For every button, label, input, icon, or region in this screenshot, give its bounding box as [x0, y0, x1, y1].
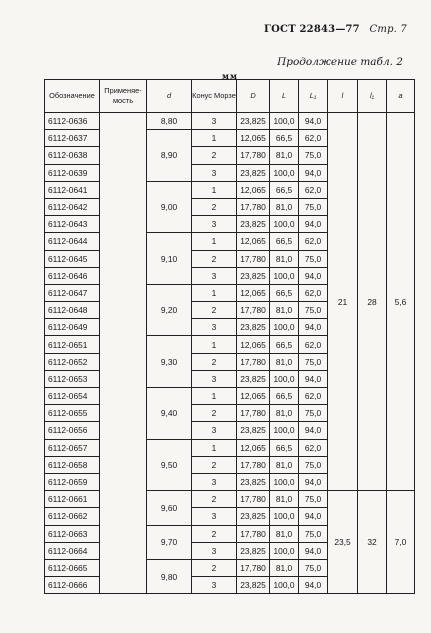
designation-cell: 6112-0645 — [45, 250, 100, 267]
L1-cell: 75,0 — [299, 456, 328, 473]
L1-cell: 62,0 — [299, 233, 328, 250]
D-cell: 23,825 — [237, 113, 270, 130]
col-header-L1: L₁ — [299, 80, 328, 113]
col-header-applicability: Применяе-мость — [100, 80, 147, 113]
L-cell: 66,5 — [270, 130, 299, 147]
D-cell: 17,780 — [237, 456, 270, 473]
applicability-cell — [100, 233, 147, 250]
D-cell: 17,780 — [237, 250, 270, 267]
D-cell: 12,065 — [237, 233, 270, 250]
designation-cell: 6112-0644 — [45, 233, 100, 250]
morse-cone-cell: 3 — [192, 164, 237, 181]
morse-cone-cell: 1 — [192, 233, 237, 250]
designation-cell: 6112-0653 — [45, 370, 100, 387]
morse-cone-cell: 3 — [192, 113, 237, 130]
d-cell: 8,90 — [147, 130, 192, 182]
L-cell: 100,0 — [270, 473, 299, 490]
applicability-cell — [100, 198, 147, 215]
a-cell: 5,6 — [387, 113, 415, 491]
table-row — [45, 491, 415, 508]
col-header-a: a — [387, 80, 415, 113]
applicability-cell — [100, 491, 147, 508]
l-cell: 23,5 — [328, 491, 358, 594]
l-cell: 21 — [328, 113, 358, 491]
morse-cone-cell: 3 — [192, 508, 237, 525]
col-header-l1: l₁ — [358, 80, 387, 113]
l1-cell: 28 — [358, 113, 387, 491]
morse-cone-cell: 1 — [192, 439, 237, 456]
table-continuation-title: Продолжение табл. 2 — [277, 56, 403, 68]
d-cell: 8,80 — [147, 113, 192, 130]
D-cell: 12,065 — [237, 336, 270, 353]
D-cell: 23,825 — [237, 542, 270, 559]
applicability-cell — [100, 130, 147, 147]
designation-cell: 6112-0643 — [45, 216, 100, 233]
designation-cell: 6112-0665 — [45, 559, 100, 576]
L-cell: 66,5 — [270, 233, 299, 250]
D-cell: 17,780 — [237, 525, 270, 542]
D-cell: 23,825 — [237, 267, 270, 284]
D-cell: 23,825 — [237, 216, 270, 233]
designation-cell: 6112-0654 — [45, 388, 100, 405]
applicability-cell — [100, 422, 147, 439]
applicability-cell — [100, 302, 147, 319]
L1-cell: 62,0 — [299, 336, 328, 353]
col-header-morse-cone: Конус Морзе — [192, 80, 237, 113]
L1-cell: 94,0 — [299, 267, 328, 284]
L-cell: 66,5 — [270, 388, 299, 405]
D-cell: 17,780 — [237, 198, 270, 215]
L1-cell: 94,0 — [299, 422, 328, 439]
L1-cell: 75,0 — [299, 353, 328, 370]
L1-cell: 75,0 — [299, 559, 328, 576]
applicability-cell — [100, 508, 147, 525]
units-label: мм — [222, 71, 238, 81]
L1-cell: 94,0 — [299, 370, 328, 387]
applicability-cell — [100, 284, 147, 301]
D-cell: 17,780 — [237, 147, 270, 164]
morse-cone-cell: 2 — [192, 198, 237, 215]
applicability-cell — [100, 542, 147, 559]
morse-cone-cell: 3 — [192, 577, 237, 594]
morse-cone-cell: 1 — [192, 336, 237, 353]
morse-cone-cell: 3 — [192, 319, 237, 336]
morse-cone-cell: 3 — [192, 267, 237, 284]
morse-cone-cell: 2 — [192, 525, 237, 542]
morse-cone-cell: 3 — [192, 542, 237, 559]
L1-cell: 94,0 — [299, 319, 328, 336]
L1-cell: 75,0 — [299, 405, 328, 422]
L1-cell: 75,0 — [299, 198, 328, 215]
col-header-l: l — [328, 80, 358, 113]
designation-cell: 6112-0639 — [45, 164, 100, 181]
morse-cone-cell: 2 — [192, 250, 237, 267]
col-header-d: d — [147, 80, 192, 113]
applicability-cell — [100, 353, 147, 370]
applicability-cell — [100, 405, 147, 422]
applicability-cell — [100, 319, 147, 336]
morse-cone-cell: 2 — [192, 353, 237, 370]
L-cell: 81,0 — [270, 250, 299, 267]
applicability-cell — [100, 113, 147, 130]
D-cell: 12,065 — [237, 181, 270, 198]
L-cell: 100,0 — [270, 113, 299, 130]
L-cell: 66,5 — [270, 439, 299, 456]
morse-cone-cell: 3 — [192, 216, 237, 233]
designation-cell: 6112-0659 — [45, 473, 100, 490]
L1-cell: 75,0 — [299, 302, 328, 319]
designation-cell: 6112-0636 — [45, 113, 100, 130]
L1-cell: 94,0 — [299, 164, 328, 181]
applicability-cell — [100, 181, 147, 198]
L-cell: 66,5 — [270, 284, 299, 301]
D-cell: 23,825 — [237, 473, 270, 490]
designation-cell: 6112-0666 — [45, 577, 100, 594]
header-row — [45, 80, 415, 113]
col-header-designation: Обозначение — [45, 80, 100, 113]
d-cell: 9,60 — [147, 491, 192, 525]
d-cell: 9,00 — [147, 181, 192, 233]
morse-cone-cell: 2 — [192, 405, 237, 422]
designation-cell: 6112-0658 — [45, 456, 100, 473]
designation-cell: 6112-0652 — [45, 353, 100, 370]
designation-cell: 6112-0649 — [45, 319, 100, 336]
designation-cell: 6112-0655 — [45, 405, 100, 422]
D-cell: 17,780 — [237, 405, 270, 422]
L1-cell: 94,0 — [299, 542, 328, 559]
D-cell: 23,825 — [237, 319, 270, 336]
D-cell: 12,065 — [237, 439, 270, 456]
applicability-cell — [100, 525, 147, 542]
L-cell: 100,0 — [270, 164, 299, 181]
L-cell: 100,0 — [270, 508, 299, 525]
applicability-cell — [100, 388, 147, 405]
designation-cell: 6112-0656 — [45, 422, 100, 439]
D-cell: 17,780 — [237, 491, 270, 508]
L-cell: 81,0 — [270, 302, 299, 319]
l1-cell: 32 — [358, 491, 387, 594]
designation-cell: 6112-0646 — [45, 267, 100, 284]
morse-cone-cell: 3 — [192, 370, 237, 387]
D-cell: 12,065 — [237, 388, 270, 405]
page-header — [264, 24, 407, 35]
D-cell: 17,780 — [237, 559, 270, 576]
D-cell: 23,825 — [237, 370, 270, 387]
L1-cell: 94,0 — [299, 577, 328, 594]
L1-cell: 62,0 — [299, 181, 328, 198]
D-cell: 17,780 — [237, 302, 270, 319]
L-cell: 81,0 — [270, 405, 299, 422]
L-cell: 81,0 — [270, 525, 299, 542]
L1-cell: 62,0 — [299, 284, 328, 301]
morse-cone-cell: 1 — [192, 388, 237, 405]
a-cell: 7,0 — [387, 491, 415, 594]
L-cell: 66,5 — [270, 336, 299, 353]
L-cell: 81,0 — [270, 491, 299, 508]
L1-cell: 62,0 — [299, 439, 328, 456]
L-cell: 100,0 — [270, 542, 299, 559]
d-cell: 9,40 — [147, 388, 192, 440]
D-cell: 12,065 — [237, 130, 270, 147]
d-cell: 9,10 — [147, 233, 192, 285]
L1-cell: 75,0 — [299, 147, 328, 164]
designation-cell: 6112-0664 — [45, 542, 100, 559]
applicability-cell — [100, 559, 147, 576]
designation-cell: 6112-0661 — [45, 491, 100, 508]
morse-cone-cell: 3 — [192, 473, 237, 490]
morse-cone-cell: 1 — [192, 284, 237, 301]
L-cell: 100,0 — [270, 370, 299, 387]
D-cell: 23,825 — [237, 422, 270, 439]
L-cell: 81,0 — [270, 456, 299, 473]
morse-cone-cell: 2 — [192, 302, 237, 319]
applicability-cell — [100, 439, 147, 456]
morse-cone-cell: 1 — [192, 181, 237, 198]
L1-cell: 94,0 — [299, 473, 328, 490]
L-cell: 100,0 — [270, 422, 299, 439]
applicability-cell — [100, 250, 147, 267]
L-cell: 81,0 — [270, 353, 299, 370]
designation-cell: 6112-0662 — [45, 508, 100, 525]
d-cell: 9,50 — [147, 439, 192, 491]
L1-cell: 75,0 — [299, 491, 328, 508]
designation-cell: 6112-0637 — [45, 130, 100, 147]
applicability-cell — [100, 473, 147, 490]
applicability-cell — [100, 370, 147, 387]
L1-cell: 94,0 — [299, 508, 328, 525]
table-row — [45, 113, 415, 130]
designation-cell: 6112-0642 — [45, 198, 100, 215]
D-cell: 23,825 — [237, 577, 270, 594]
D-cell: 23,825 — [237, 508, 270, 525]
L-cell: 100,0 — [270, 577, 299, 594]
D-cell: 23,825 — [237, 164, 270, 181]
applicability-cell — [100, 147, 147, 164]
morse-cone-cell: 1 — [192, 130, 237, 147]
d-cell: 9,70 — [147, 525, 192, 559]
L-cell: 100,0 — [270, 267, 299, 284]
L1-cell: 75,0 — [299, 525, 328, 542]
L1-cell: 75,0 — [299, 250, 328, 267]
standard-number: ГОСТ 22843—77 — [264, 24, 360, 35]
col-header-D: D — [237, 80, 270, 113]
applicability-cell — [100, 336, 147, 353]
page-number: Стр. 7 — [369, 24, 407, 35]
spec-table — [44, 79, 415, 594]
L-cell: 100,0 — [270, 319, 299, 336]
d-cell: 9,30 — [147, 336, 192, 388]
L-cell: 81,0 — [270, 198, 299, 215]
applicability-cell — [100, 164, 147, 181]
applicability-cell — [100, 577, 147, 594]
morse-cone-cell: 3 — [192, 422, 237, 439]
L1-cell: 62,0 — [299, 130, 328, 147]
morse-cone-cell: 2 — [192, 147, 237, 164]
designation-cell: 6112-0651 — [45, 336, 100, 353]
D-cell: 12,065 — [237, 284, 270, 301]
applicability-cell — [100, 267, 147, 284]
col-header-L: L — [270, 80, 299, 113]
morse-cone-cell: 2 — [192, 559, 237, 576]
L-cell: 81,0 — [270, 559, 299, 576]
L-cell: 100,0 — [270, 216, 299, 233]
applicability-cell — [100, 216, 147, 233]
designation-cell: 6112-0638 — [45, 147, 100, 164]
morse-cone-cell: 2 — [192, 491, 237, 508]
designation-cell: 6112-0657 — [45, 439, 100, 456]
designation-cell: 6112-0648 — [45, 302, 100, 319]
L1-cell: 62,0 — [299, 388, 328, 405]
designation-cell: 6112-0641 — [45, 181, 100, 198]
designation-cell: 6112-0647 — [45, 284, 100, 301]
L-cell: 66,5 — [270, 181, 299, 198]
designation-cell: 6112-0663 — [45, 525, 100, 542]
d-cell: 9,80 — [147, 559, 192, 593]
L1-cell: 94,0 — [299, 113, 328, 130]
L-cell: 81,0 — [270, 147, 299, 164]
D-cell: 17,780 — [237, 353, 270, 370]
morse-cone-cell: 2 — [192, 456, 237, 473]
applicability-cell — [100, 456, 147, 473]
d-cell: 9,20 — [147, 284, 192, 336]
L1-cell: 94,0 — [299, 216, 328, 233]
